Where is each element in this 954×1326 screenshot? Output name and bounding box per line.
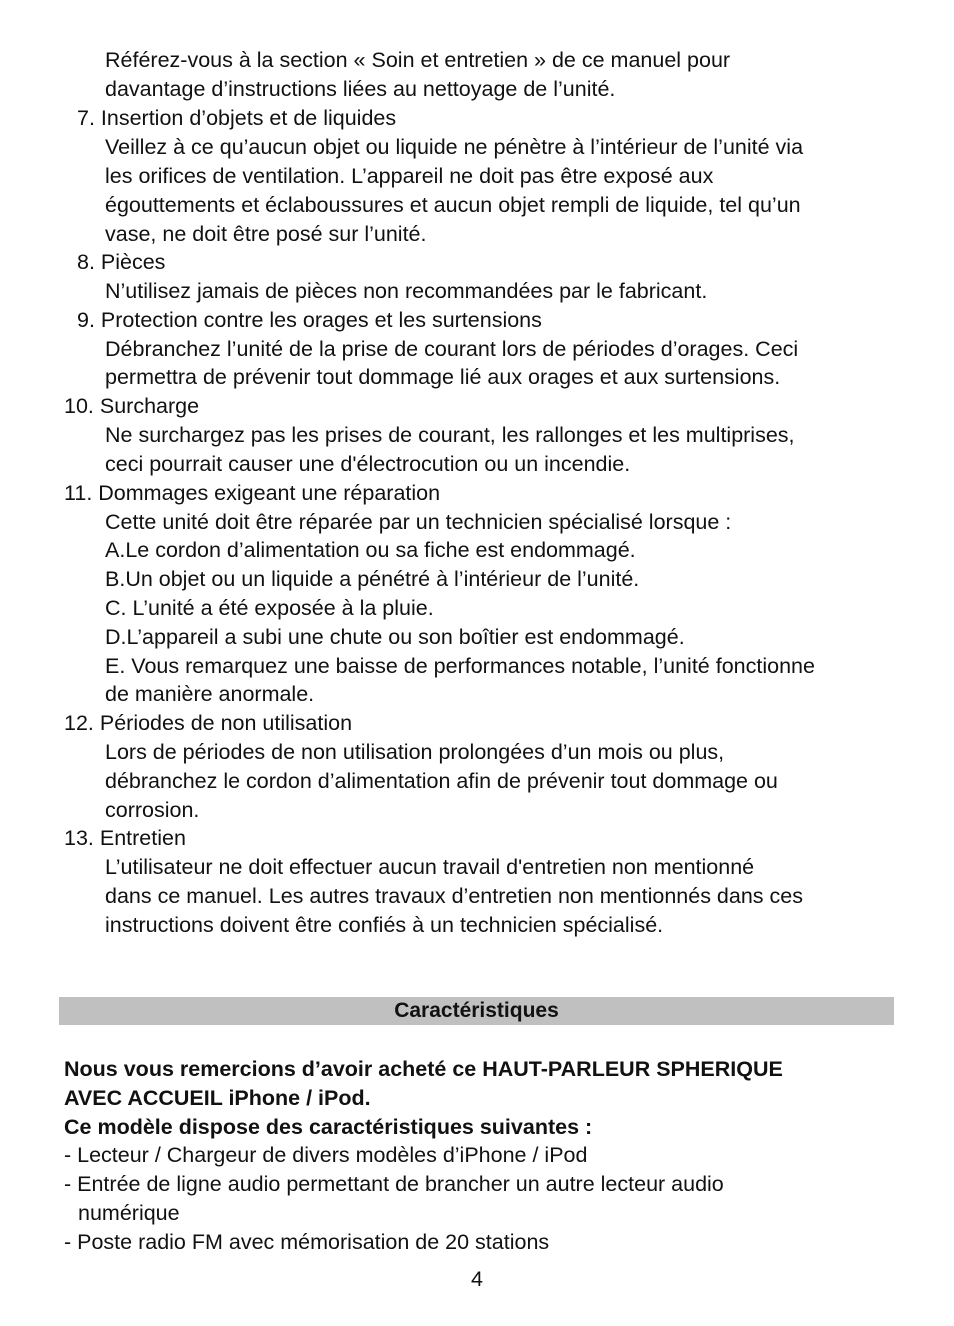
item-text-line: Débranchez l’unité de la prise de courant lors de périodes d’orages. Ceci [105,337,799,361]
item-heading-9: 9. Protection contre les orages et les surtensions [77,308,542,332]
item-text-line: A.Le cordon d’alimentation ou sa fiche est endommagé. [105,538,636,562]
item-text-line: E. Vous remarquez une baisse de performances notable, l’unité fonctionne [105,654,815,678]
thanks-text-line: AVEC ACCUEIL iPhone / iPod. [64,1086,371,1110]
item-heading-11: 11. Dommages exigeant une réparation [64,481,441,505]
item-text-line: ceci pourrait causer une d'électrocution ou un incendie. [105,452,631,476]
item-heading-8: 8. Pièces [77,250,166,274]
item-text-line: vase, ne doit être posé sur l’unité. [105,222,427,246]
item-text-line: instructions doivent être confiés à un technicien spécialisé. [105,913,664,937]
feature-bullet-continuation: numérique [78,1201,180,1225]
feature-bullet: - Poste radio FM avec mémorisation de 20 stations [64,1230,550,1254]
item-text-line: les orifices de ventilation. L’appareil ne doit pas être exposé aux [105,164,714,188]
item-text-line: corrosion. [105,798,200,822]
features-subtitle: Ce modèle dispose des caractéristiques suivantes : [64,1115,593,1139]
item-text-line: Cette unité doit être réparée par un technicien spécialisé lorsque : [105,510,732,534]
intro-text-line: Référez-vous à la section « Soin et entretien » de ce manuel pour [105,48,731,72]
item-heading-12: 12. Périodes de non utilisation [64,711,353,735]
feature-bullet: - Lecteur / Chargeur de divers modèles d’iPhone / iPod [64,1143,588,1167]
feature-bullet: - Entrée de ligne audio permettant de brancher un autre lecteur audio [64,1172,724,1196]
item-text-line: Veillez à ce qu’aucun objet ou liquide ne pénètre à l’intérieur de l’unité via [105,135,804,159]
item-text-line: Ne surchargez pas les prises de courant, les rallonges et les multiprises, [105,423,795,447]
item-text-line: C. L’unité a été exposée à la pluie. [105,596,434,620]
item-text-line: permettra de prévenir tout dommage lié aux orages et aux surtensions. [105,365,781,389]
item-heading-7: 7. Insertion d’objets et de liquides [77,106,397,130]
item-heading-13: 13. Entretien [64,826,186,850]
intro-text-line: davantage d’instructions liées au nettoyage de l’unité. [105,77,616,101]
item-text-line: Lors de périodes de non utilisation prolongées d’un mois ou plus, [105,740,725,764]
item-text-line: égouttements et éclaboussures et aucun objet rempli de liquide, tel qu’un [105,193,801,217]
item-text-line: de manière anormale. [105,682,315,706]
item-text-line: N’utilisez jamais de pièces non recommandées par le fabricant. [105,279,708,303]
item-text-line: L’utilisateur ne doit effectuer aucun travail d'entretien non mentionné [105,855,755,879]
section-header-bar [59,997,894,1025]
item-text-line: dans ce manuel. Les autres travaux d’entretien non mentionnés dans ces [105,884,803,908]
thanks-text-line: Nous vous remercions d’avoir acheté ce HAUT-PARLEUR SPHERIQUE [64,1057,783,1081]
item-text-line: B.Un objet ou un liquide a pénétré à l’intérieur de l’unité. [105,567,640,591]
section-title: Caractéristiques [394,999,559,1022]
page-number: 4 [471,1267,483,1291]
item-heading-10: 10. Surcharge [64,394,200,418]
item-text-line: débranchez le cordon d’alimentation afin de prévenir tout dommage ou [105,769,778,793]
item-text-line: D.L’appareil a subi une chute ou son boîtier est endommagé. [105,625,685,649]
